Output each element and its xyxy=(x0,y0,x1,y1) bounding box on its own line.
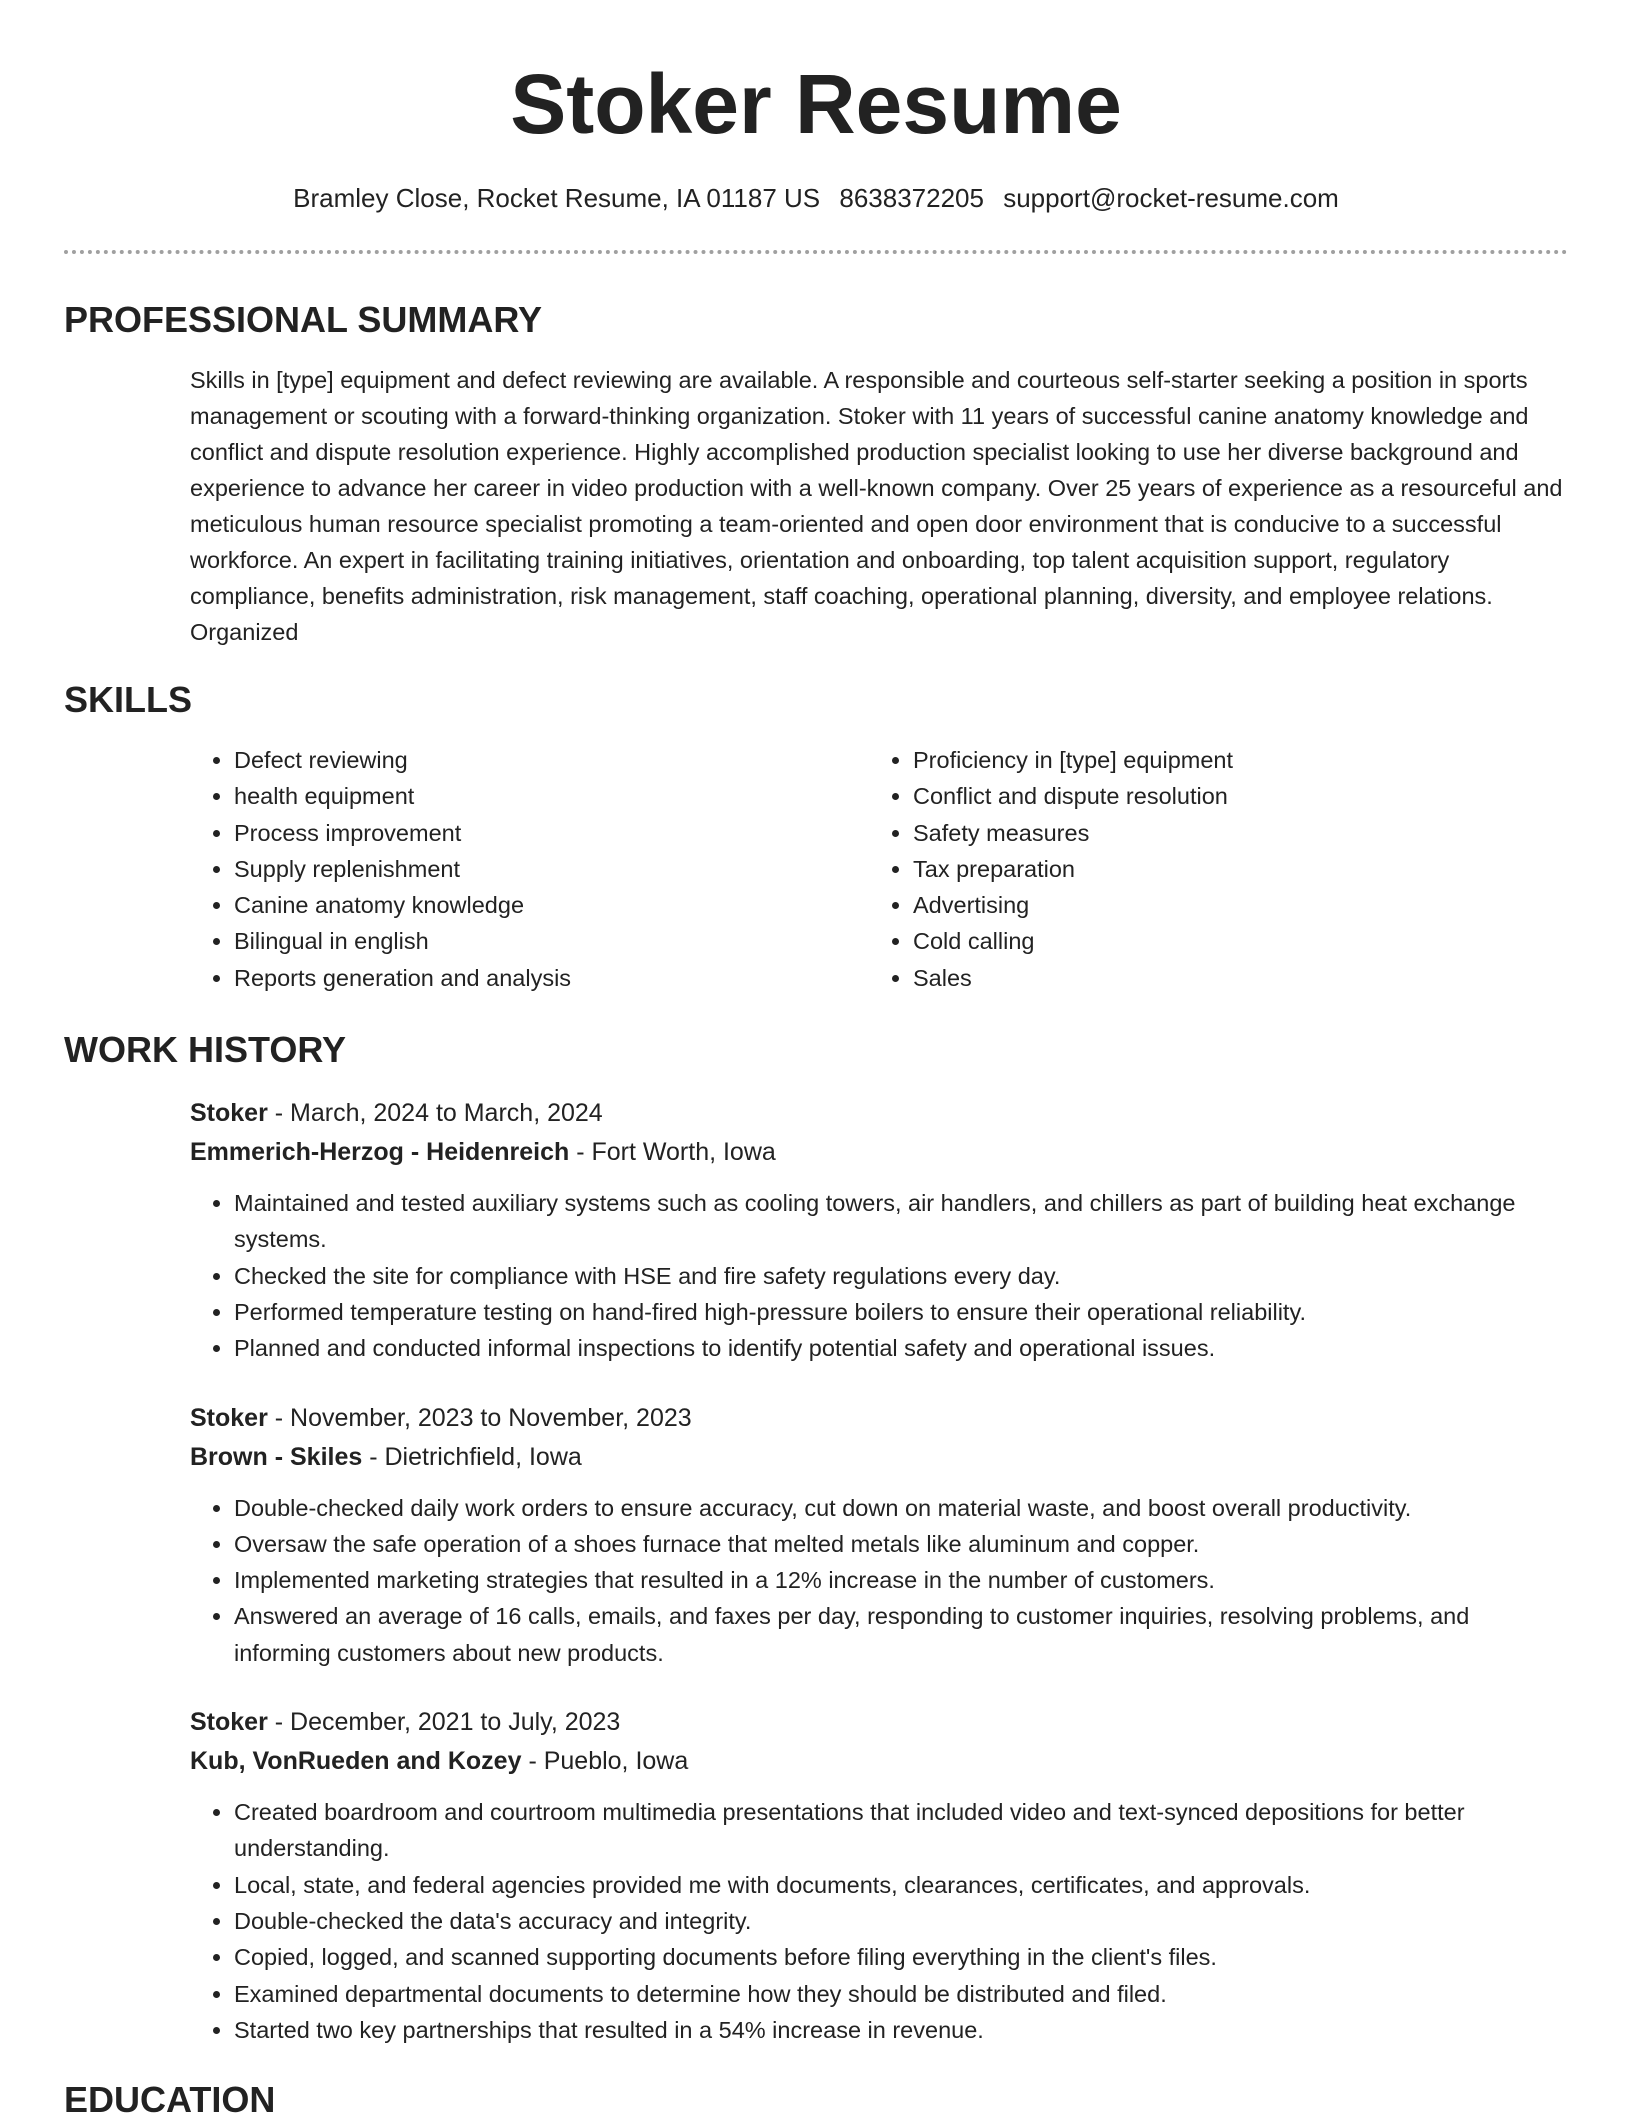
job-entry xyxy=(190,1703,1568,2048)
skill-item: • Cold calling xyxy=(913,923,1548,959)
job-bullet: • Implemented marketing strategies that resulted in a 12% increase in the number of customers. xyxy=(234,1562,1568,1598)
job-title-line xyxy=(190,1399,1568,1438)
job-bullet: • Started two key partnerships that resulted in a 54% increase in revenue. xyxy=(234,2012,1568,2048)
job-location: - Fort Worth, Iowa xyxy=(569,1138,776,1167)
job-bullet: • Double-checked the data's accuracy and integrity. xyxy=(234,1903,1568,1939)
job-bullets xyxy=(190,1490,1568,1671)
skill-item: • Defect reviewing xyxy=(234,742,869,778)
skill-item: • Advertising xyxy=(913,887,1548,923)
job-bullet: • Performed temperature testing on hand-fired high-pressure boilers to ensure their operational reliability. xyxy=(234,1294,1568,1330)
job-dates: - November, 2023 to November, 2023 xyxy=(267,1403,692,1432)
job-company: Kub, VonRueden and Kozey xyxy=(190,1747,522,1776)
resume-page xyxy=(64,0,1568,2122)
skill-item: • Process improvement xyxy=(234,815,869,851)
job-location: - Pueblo, Iowa xyxy=(521,1747,689,1776)
job-title: Stoker xyxy=(190,1708,268,1737)
skill-item: • Safety measures xyxy=(913,815,1548,851)
job-company: Emmerich-Herzog - Heidenreich xyxy=(190,1138,570,1167)
job-bullets xyxy=(190,1185,1568,1366)
skill-item: • health equipment xyxy=(234,778,869,814)
skills-column-left xyxy=(190,742,869,996)
job-bullet: • Maintained and tested auxiliary systems such as cooling towers, air handlers, and chillers as part of building heat exchange systems. xyxy=(234,1185,1568,1258)
skill-item: • Proficiency in [type] equipment xyxy=(913,742,1548,778)
contact-phone: 8638372205 xyxy=(839,183,984,213)
work-history-heading: WORK HISTORY xyxy=(64,1029,347,1071)
job-bullet: • Local, state, and federal agencies provided me with documents, clearances, certificates, and approvals. xyxy=(234,1867,1568,1903)
job-company: Brown - Skiles xyxy=(190,1442,363,1471)
job-bullet: • Examined departmental documents to determine how they should be distributed and filed. xyxy=(234,1976,1568,2012)
job-bullet: • Oversaw the safe operation of a shoes furnace that melted metals like aluminum and copper. xyxy=(234,1526,1568,1562)
job-entry xyxy=(190,1399,1568,1671)
skills-list xyxy=(190,742,1568,996)
skill-item: • Sales xyxy=(913,960,1548,996)
job-bullet: • Planned and conducted informal inspections to identify potential safety and operational issues. xyxy=(234,1330,1568,1366)
education-heading: EDUCATION xyxy=(64,2079,276,2121)
skill-item: • Tax preparation xyxy=(913,851,1548,887)
summary-text: Skills in [type] equipment and defect reviewing are available. A responsible and courteous self-starter seeking a position in sports management or scouting with a forward-thinking organization. Stoker with 11 years of successful canine anatomy knowledge and conflict and dispute resolution experience. Highly accomplished production specialist looking to use her diverse background and experience to advance her career in video production with a well-known company. Over 25 years of experience as a resourceful and meticulous human resource specialist promoting a team-oriented and open door environment that is conducive to a successful workforce. An expert in facilitating training initiatives, orientation and onboarding, top talent acquisition support, regulatory compliance, benefits administration, risk management, staff coaching, operational planning, diversity, and employee relations. Organized xyxy=(190,367,1563,645)
contact-email[interactable]: support@rocket-resume.com xyxy=(1003,183,1339,213)
resume-name: Stoker Resume xyxy=(510,57,1122,151)
job-title: Stoker xyxy=(190,1099,268,1128)
job-title-line xyxy=(190,1094,1568,1133)
job-company-line xyxy=(190,1133,1568,1172)
skill-item: • Reports generation and analysis xyxy=(234,960,869,996)
skills-column-right xyxy=(869,742,1548,996)
skill-item: • Supply replenishment xyxy=(234,851,869,887)
job-bullet: • Created boardroom and courtroom multimedia presentations that included video and text-synced depositions for better understanding. xyxy=(234,1794,1568,1867)
skill-item: • Bilingual in english xyxy=(234,923,869,959)
skills-heading: SKILLS xyxy=(64,679,193,720)
header-divider xyxy=(64,250,1568,254)
job-bullets xyxy=(190,1794,1568,2048)
job-bullet: • Checked the site for compliance with HSE and fire safety regulations every day. xyxy=(234,1258,1568,1294)
job-company-line xyxy=(190,1742,1568,1781)
contact-line xyxy=(64,180,1568,216)
job-title-line xyxy=(190,1703,1568,1742)
summary-heading: PROFESSIONAL SUMMARY xyxy=(64,299,543,340)
job-location: - Dietrichfield, Iowa xyxy=(362,1442,582,1471)
contact-address: Bramley Close, Rocket Resume, IA 01187 US xyxy=(293,183,821,213)
job-entry xyxy=(190,1094,1568,1366)
job-bullet: • Double-checked daily work orders to ensure accuracy, cut down on material waste, and boost overall productivity. xyxy=(234,1490,1568,1526)
job-dates: - March, 2024 to March, 2024 xyxy=(267,1099,603,1128)
job-title: Stoker xyxy=(190,1403,268,1432)
skill-item: • Conflict and dispute resolution xyxy=(913,778,1548,814)
job-bullet: • Answered an average of 16 calls, emails, and faxes per day, responding to customer inquiries, resolving problems, and informing customers about new products. xyxy=(234,1598,1568,1671)
job-bullet: • Copied, logged, and scanned supporting documents before filing everything in the client's files. xyxy=(234,1939,1568,1975)
skill-item: • Canine anatomy knowledge xyxy=(234,887,869,923)
job-company-line xyxy=(190,1438,1568,1477)
job-dates: - December, 2021 to July, 2023 xyxy=(267,1708,621,1737)
